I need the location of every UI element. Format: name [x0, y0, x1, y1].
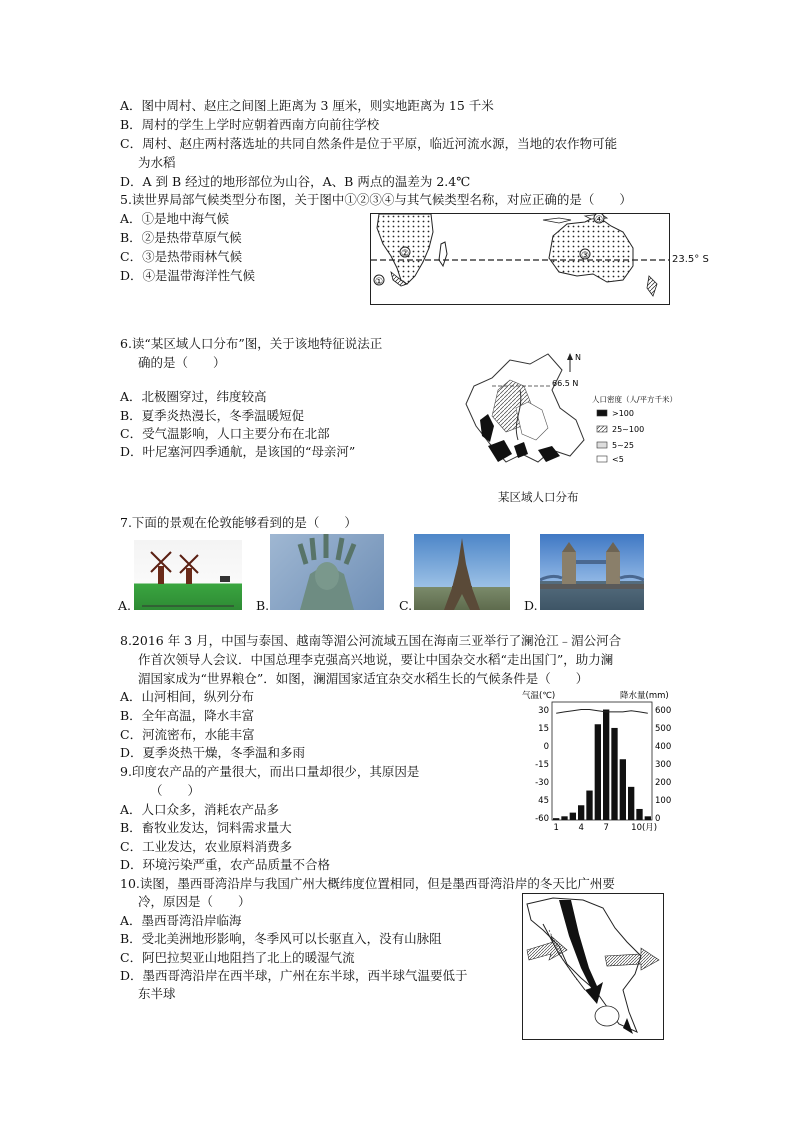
climate-chart: [520, 688, 690, 833]
q6-option-b: B．夏季炎热漫长，冬季温暖短促: [120, 408, 305, 423]
q8-option-c: C．河流密布，水能丰富: [120, 727, 255, 742]
left-tick-label: -30: [535, 778, 549, 788]
photo-tower-bridge: [540, 534, 644, 610]
q6-option-a: A．北极圈穿过，纬度较高: [120, 389, 267, 404]
y-left-label: 气温(℃): [522, 691, 556, 701]
q5-option-a: A．①是地中海气候: [120, 211, 230, 226]
precip-bar: [578, 805, 584, 820]
legend-4: <5: [612, 455, 624, 464]
right-tick-label: 200: [655, 778, 672, 788]
q4-option-c: C．周村、赵庄两村落选址的共同自然条件是位于平原，临近河流水源，当地的农作物可能: [120, 136, 618, 151]
x-tick-label: 4: [578, 823, 584, 833]
left-tick-label: -15: [535, 760, 549, 770]
q5-stem: 5.读世界局部气候类型分布图，关于图中①②③④与其气候类型名称，对应正确的是（ ）: [120, 192, 632, 207]
right-tick-label: 300: [655, 760, 672, 770]
q10-option-d: D．墨西哥湾沿岸在西半球，广州在东半球，西半球气温要低于: [120, 968, 468, 983]
plot-frame: [552, 702, 652, 820]
q4-option-c-cont: 为水稻: [138, 155, 176, 170]
mark-4: ④: [594, 215, 604, 225]
left-tick-label: -60: [535, 814, 549, 824]
precip-bar: [570, 813, 576, 820]
q8-option-a: A．山河相间，纵列分布: [120, 689, 255, 704]
q9-option-a: A．人口众多，消耗农产品多: [120, 802, 280, 817]
q9-stem: 9.印度农产品的产量很大，而出口量却很少，其原因是: [120, 764, 420, 779]
q10-option-c: C．阿巴拉契亚山地阻挡了北上的暖湿气流: [120, 950, 355, 965]
right-tick-label: 100: [655, 796, 672, 806]
x-tick-label: 7: [603, 823, 609, 833]
population-map: [452, 350, 692, 490]
left-tick-label: 45: [538, 796, 549, 806]
q7-label-a: A.: [118, 598, 132, 613]
q8-stem: 8.2016 年 3 月，中国与泰国、越南等湄公河流域五国在海南三亚举行了澜沧江﹣湄公河合: [120, 633, 622, 648]
q6-option-c: C．受气温影响，人口主要分布在北部: [120, 426, 330, 441]
map-latitude-label: 23.5° S: [672, 254, 709, 265]
q4-option-d: D．A 到 B 经过的地形部位为山谷，A、B 两点的温差为 2.4℃: [120, 174, 471, 189]
q6-option-d: D．叶尼塞河四季通航，是该国的“母亲河”: [120, 444, 356, 459]
population-map-caption: 某区域人口分布: [498, 490, 579, 504]
x-tick-label: 10(月): [631, 823, 658, 833]
right-tick-label: 500: [655, 724, 672, 734]
photo-eiffel-tower: [414, 534, 510, 610]
q9-option-b: B．畜牧业发达，饲料需求量大: [120, 820, 292, 835]
new-zealand: [647, 276, 657, 296]
q10-stem-cont: 冷，原因是（ ）: [138, 894, 251, 909]
right-tick-label: 0: [655, 814, 661, 824]
q7-label-d: D.: [524, 598, 538, 613]
lat-label: 66.5 N: [552, 379, 579, 388]
q7-stem: 7.下面的景观在伦敦能够看到的是（ ）: [120, 515, 357, 530]
madagascar: [439, 242, 447, 266]
q10-option-d-cont: 东半球: [138, 986, 176, 1001]
q8-stem-cont2: 湄国家成为“世界粮仓”．如图，澜湄国家适宜杂交水稻生长的气候条件是（ ）: [138, 671, 589, 686]
q4-option-a: A．图中周村、赵庄之间图上距离为 3 厘米，则实地距离为 15 千米: [120, 98, 494, 113]
q10-option-a: A．墨西哥湾沿岸临海: [120, 913, 242, 928]
q9-stem-cont: （ ）: [150, 783, 201, 798]
q5-option-c: C．③是热带雨林气候: [120, 249, 243, 264]
q8-option-b: B．全年高温，降水丰富: [120, 708, 255, 723]
q5-option-d: D．④是温带海洋性气候: [120, 268, 256, 283]
precip-bar: [586, 791, 592, 820]
q7-label-c: C.: [399, 598, 413, 613]
left-tick-label: 0: [543, 742, 549, 752]
q7-label-b: B.: [256, 598, 270, 613]
photo-statue-of-liberty: [270, 534, 384, 610]
precip-bar: [628, 787, 634, 820]
legend-3: 5~25: [612, 441, 634, 450]
climate-type-map: [370, 213, 670, 305]
left-tick-label: 15: [538, 724, 549, 734]
legend-2: 25~100: [612, 425, 645, 434]
precip-bar: [636, 809, 642, 820]
photo-windmills: [134, 540, 242, 610]
precip-bar: [561, 816, 567, 820]
q10-stem: 10.读图，墨西哥湾沿岸与我国广州大概纬度位置相同，但是墨西哥湾沿岸的冬天比广州要: [120, 876, 615, 891]
q6-stem-cont: 确的是（ ）: [138, 355, 226, 370]
legend-1: >100: [612, 409, 634, 418]
q4-option-b: B．周村的学生上学时应朝着西南方向前往学校: [120, 117, 380, 132]
q8-option-d: D．夏季炎热干燥，冬季温和多雨: [120, 745, 306, 760]
q10-option-b: B．受北美洲地形影响，冬季风可以长驱直入，没有山脉阻: [120, 931, 442, 946]
q6-stem: 6.读“某区域人口分布”图，关于该地特征说法正: [120, 336, 383, 351]
right-tick-label: 600: [655, 706, 672, 716]
legend-title: 人口密度（人/平方千米）: [592, 395, 678, 404]
north-america-wind-map: [522, 893, 664, 1040]
mark-1: ①: [374, 277, 384, 287]
precip-bar: [595, 724, 601, 820]
mark-3: ③: [580, 251, 590, 261]
q9-option-c: C．工业发达，农业原料消费多: [120, 839, 293, 854]
q8-stem-cont1: 作首次领导人会议．中国总理李克强高兴地说，要让中国杂交水稻“走出国门”，助力澜: [138, 652, 614, 667]
north-label: N: [575, 353, 581, 362]
australia-landmass: [549, 216, 633, 282]
precip-bar: [611, 728, 617, 820]
precip-bar: [553, 818, 559, 820]
q9-option-d: D．环境污染严重，农产品质量不合格: [120, 857, 331, 872]
right-tick-label: 400: [655, 742, 672, 752]
q5-option-b: B．②是热带草原气候: [120, 230, 242, 245]
precip-bar: [603, 710, 609, 820]
precip-bar: [620, 759, 626, 820]
precip-bar: [645, 816, 651, 820]
left-tick-label: 30: [538, 706, 549, 716]
y-right-label: 降水量(mm): [620, 691, 669, 701]
x-tick-label: 1: [553, 823, 559, 833]
mark-2: ②: [400, 249, 410, 259]
